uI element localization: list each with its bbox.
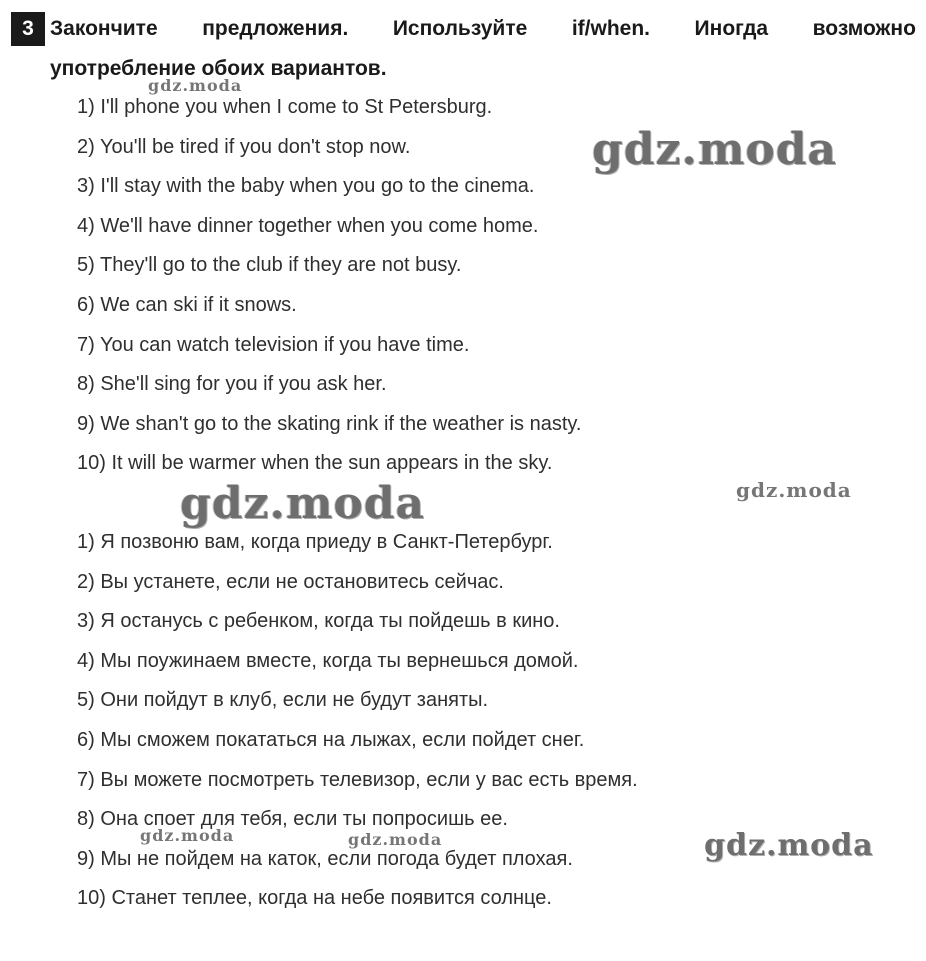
instruction-word: возможно [812,17,916,40]
list-item: 8) Она споет для тебя, если ты попросишь ее. [77,808,508,831]
list-item: 9) Мы не пойдем на каток, если погода будет плохая. [77,847,573,870]
watermark: gdz.moda [736,478,852,502]
list-item: 2) Вы устанете, если не остановитесь сейчас. [77,570,504,593]
list-item: 4) We'll have dinner together when you come home. [77,214,539,237]
watermark: gdz.moda [148,76,243,95]
instruction-word: Иногда [694,17,769,40]
list-item: 3) Я останусь с ребенком, когда ты пойдешь в кино. [77,610,560,633]
list-item: 8) She'll sing for you if you ask her. [77,373,387,396]
list-item: 6) Мы сможем покататься на лыжах, если пойдет снег. [77,728,585,751]
list-item: 2) You'll be tired if you don't stop now. [77,135,411,158]
instruction-word: Закончите [50,17,158,40]
list-item: 10) Станет теплее, когда на небе появится солнце. [77,887,552,910]
watermark: gdz.moda [140,826,235,845]
list-item: 1) Я позвоню вам, когда приеду в Санкт-Петербург. [77,531,553,553]
list-item: 5) They'll go to the club if they are not busy. [77,254,462,277]
watermark: gdz.moda [348,830,443,849]
list-item: 5) Они пойдут в клуб, если не будут заняты. [77,689,489,712]
instruction-word: предложения. [202,17,349,40]
watermark: gdz.moda [180,478,426,529]
list-item: 10) It will be warmer when the sun appears in the sky. [77,452,553,475]
english-answers-list [77,88,581,484]
list-item: 1) I'll phone you when I come to St Petersburg. [77,96,493,118]
list-item: 7) You can watch television if you have time. [77,333,470,356]
list-item: 9) We shan't go to the skating rink if the weather is nasty. [77,412,582,435]
list-item: 7) Вы можете посмотреть телевизор, если у вас есть время. [77,768,638,791]
list-item: 4) Мы поужинаем вместе, когда ты вернешься домой. [77,649,579,672]
task-number-badge: 3 [11,12,45,46]
watermark: gdz.moda [704,828,874,863]
instruction-word: Используйте [392,17,528,40]
instruction-line-2: употребление обоих вариантов. [50,57,387,80]
instruction-line-1 [50,12,916,46]
task-instruction [50,12,916,86]
list-item: 6) We can ski if it snows. [77,293,297,316]
russian-translations-list [77,523,638,919]
instruction-word: if/when. [571,17,651,40]
list-item: 3) I'll stay with the baby when you go to the cinema. [77,175,535,198]
watermark: gdz.moda [592,124,838,175]
